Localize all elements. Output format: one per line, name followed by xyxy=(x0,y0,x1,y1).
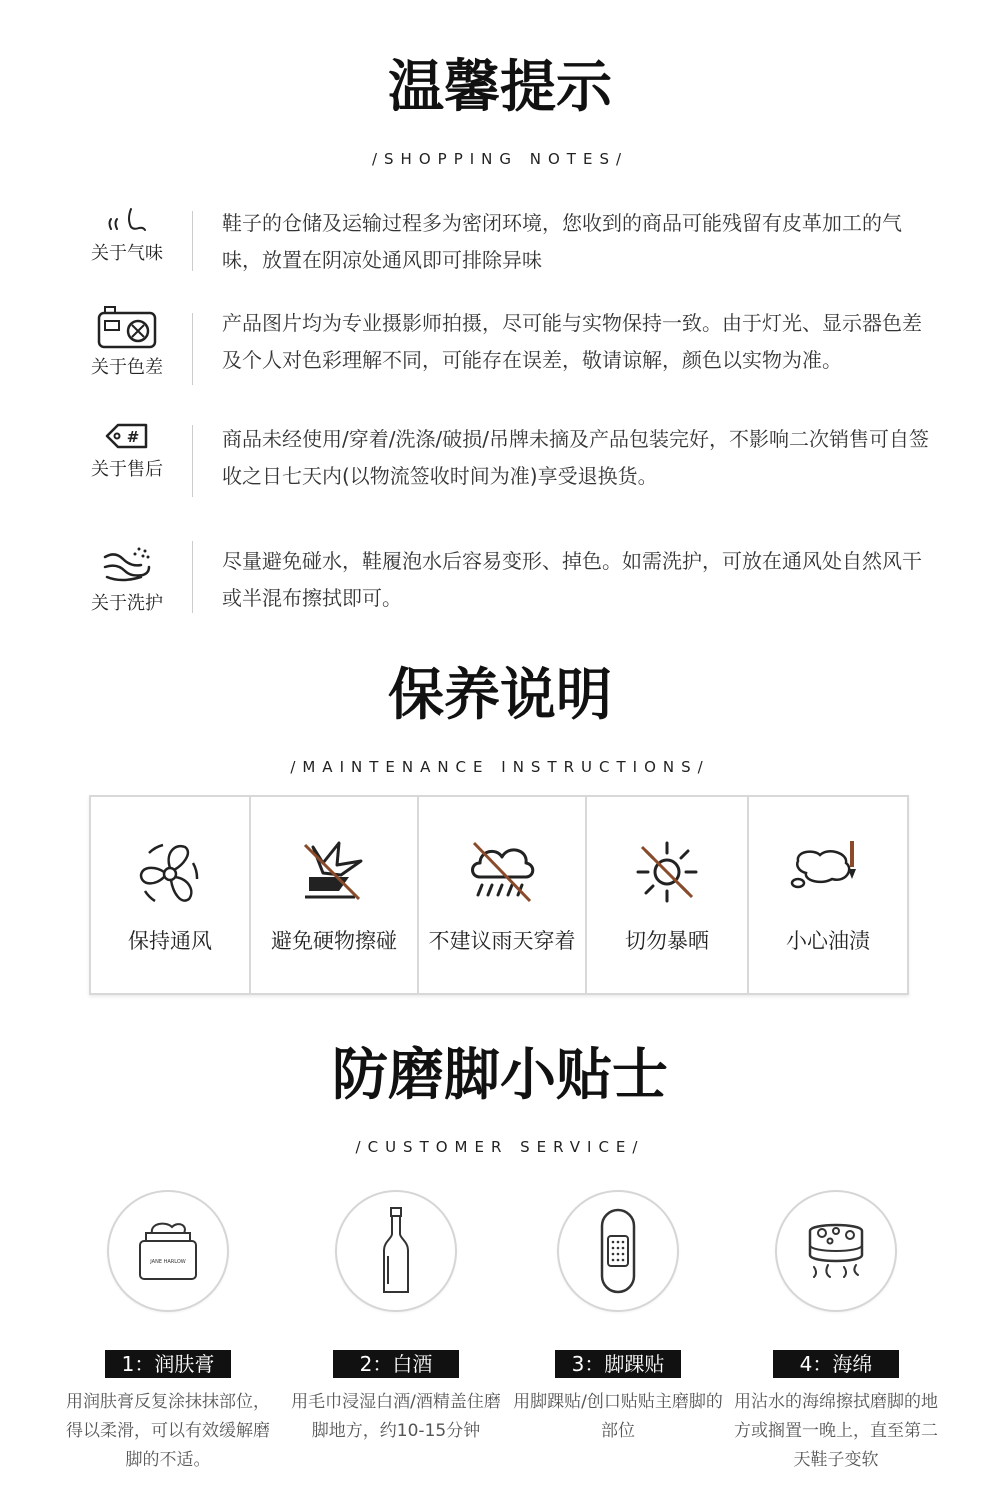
tip-sponge xyxy=(726,1190,946,1475)
maintenance-title: 保养说明 xyxy=(388,663,612,728)
tip-description: 用毛巾浸湿白酒/酒精盖住磨脚地方，约10-15分钟 xyxy=(291,1392,501,1441)
smell-icon xyxy=(105,205,149,235)
camera-icon-wrap xyxy=(86,305,168,379)
camera-icon xyxy=(96,305,158,349)
tip-description: 用沾水的海绵擦拭磨脚的地方或搁置一晚上，直至第二天鞋子变软 xyxy=(734,1392,938,1470)
note-label: 关于气味 xyxy=(91,243,163,264)
note-text: 鞋子的仓储及运输过程多为密闭环境，您收到的商品可能残留有皮革加工的气味，放置在阴凉处通风即可排除异味 xyxy=(222,211,902,272)
divider xyxy=(192,425,193,497)
tip-badge: 4：海绵 xyxy=(773,1350,899,1378)
tip-liquor xyxy=(286,1190,506,1446)
tip-icon-circle xyxy=(335,1190,457,1312)
divider xyxy=(192,211,193,271)
tips-subtitle: /CUSTOMER SERVICE/ xyxy=(355,1138,645,1156)
note-label: 关于洗护 xyxy=(91,593,163,614)
no-hard-object-icon xyxy=(299,839,369,905)
bottle-icon xyxy=(378,1206,414,1296)
tip-icon-circle xyxy=(775,1190,897,1312)
tip-description: 用润肤膏反复涂抹抹部位，得以柔滑，可以有效缓解磨脚的不适。 xyxy=(66,1392,270,1470)
maintenance-item-no-sun xyxy=(587,797,749,993)
tip-cream xyxy=(58,1190,278,1475)
no-rain-icon xyxy=(466,839,538,903)
bandage-icon xyxy=(598,1208,638,1294)
maintenance-label: 避免硬物擦碰 xyxy=(271,929,397,953)
note-text: 商品未经使用/穿着/洗涤/破损/吊牌未摘及产品包装完好，不影响二次销售可自签收之日七天内(以物流签收时间为准)享受退换货。 xyxy=(222,427,929,488)
maintenance-label: 小心油渍 xyxy=(786,929,870,953)
wash-icon-wrap xyxy=(86,545,168,615)
wash-icon xyxy=(101,545,153,585)
smell-icon-wrap xyxy=(86,205,168,265)
maintenance-item-no-rain xyxy=(419,797,587,993)
tips-title: 防磨脚小贴士 xyxy=(332,1043,668,1108)
notes-title: 温馨提示 xyxy=(388,55,612,120)
tag-icon-wrap xyxy=(86,421,168,481)
note-label: 关于售后 xyxy=(91,459,163,480)
maintenance-item-ventilate xyxy=(91,797,251,993)
tip-bandage xyxy=(508,1190,728,1446)
divider xyxy=(192,313,193,385)
cream-jar-icon xyxy=(132,1219,204,1283)
maintenance-label: 不建议雨天穿着 xyxy=(428,929,576,953)
sponge-icon xyxy=(800,1219,872,1283)
note-text: 产品图片均为专业摄影师拍摄，尽可能与实物保持一致。由于灯光、显示器色差及个人对色彩理解不同，可能存在误差，敬请谅解，颜色以实物为准。 xyxy=(222,311,922,372)
tip-badge: 1：润肤膏 xyxy=(105,1350,231,1378)
tag-icon xyxy=(104,421,150,451)
maintenance-item-oil-stain xyxy=(749,797,907,993)
oil-stain-icon xyxy=(788,839,868,895)
note-text: 尽量避免碰水，鞋履泡水后容易变形、掉色。如需洗护，可放在通风处自然风干或半混布擦拭即可。 xyxy=(222,549,922,610)
maintenance-label: 保持通风 xyxy=(128,929,212,953)
tip-badge: 3：脚踝贴 xyxy=(555,1350,681,1378)
jar-label: JANE HARLOW xyxy=(150,1259,186,1265)
maintenance-label: 切勿暴晒 xyxy=(625,929,709,953)
tip-description: 用脚踝贴/创口贴贴主磨脚的部位 xyxy=(513,1392,723,1441)
no-sun-icon xyxy=(634,839,700,905)
maintenance-subtitle: /MAINTENANCE INSTRUCTIONS/ xyxy=(290,758,710,776)
divider xyxy=(192,541,193,613)
fan-icon xyxy=(135,839,205,909)
tip-icon-circle xyxy=(557,1190,679,1312)
tip-badge: 2：白酒 xyxy=(333,1350,459,1378)
tip-icon-circle xyxy=(107,1190,229,1312)
svg-text:#: # xyxy=(126,428,140,446)
notes-subtitle: /SHOPPING NOTES/ xyxy=(371,150,629,168)
maintenance-grid xyxy=(89,795,909,995)
maintenance-item-no-hard-object xyxy=(251,797,419,993)
note-label: 关于色差 xyxy=(91,357,163,378)
